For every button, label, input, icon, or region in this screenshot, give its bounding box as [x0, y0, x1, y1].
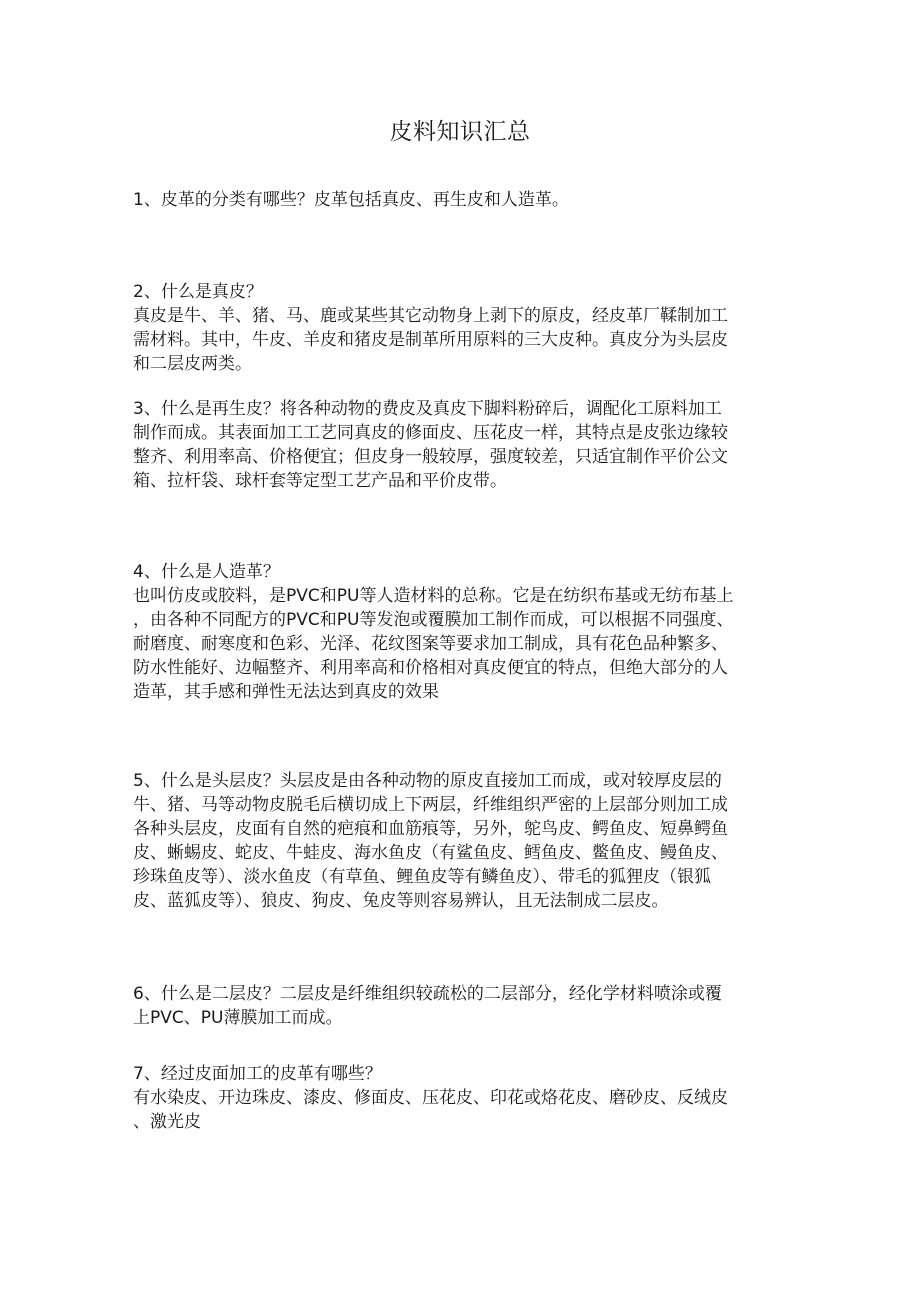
section-1	[133, 188, 793, 212]
section-question: 6、什么是二层皮？二层皮是纤维组织较疏松的二层部分，经化学材料喷涂或覆	[133, 984, 722, 1004]
paragraph-line: 珍珠鱼皮等）、淡水鱼皮（有草鱼、鲤鱼皮等有鳞鱼皮）、带毛的狐狸皮（银狐	[133, 867, 711, 887]
section-question: 2、什么是真皮？	[133, 282, 263, 302]
section-question: 1、皮革的分类有哪些？皮革包括真皮、再生皮和人造革。	[133, 190, 569, 210]
paragraph-line: 耐磨度、耐寒度和色彩、光泽、花纹图案等要求加工制成，具有花色品种繁多、	[133, 634, 728, 654]
paragraph-line: 造革，其手感和弹性无法达到真皮的效果	[133, 682, 439, 702]
paragraph-line: 皮、蓝狐皮等）、狼皮、狗皮、兔皮等则容易辨认，且无法制成二层皮。	[133, 891, 669, 911]
paragraph-line: 制作而成。其表面加工工艺同真皮的修面皮、压花皮一样，其特点是皮张边缘较	[133, 423, 728, 443]
paragraph-line: ，由各种不同配方的PVC和PU等发泡或覆膜加工制作而成，可以根据不同强度、	[133, 610, 734, 630]
paragraph-line: 箱、拉杆袋、球杆套等定型工艺产品和平价皮带。	[133, 471, 507, 491]
paragraph-line: 上PVC、PU薄膜加工而成。	[133, 1008, 343, 1028]
paragraph-line: 皮、蜥蜴皮、蛇皮、牛蛙皮、海水鱼皮（有鲨鱼皮、鳕鱼皮、鳖鱼皮、鳗鱼皮、	[133, 843, 728, 863]
paragraph-line: 有水染皮、开边珠皮、漆皮、修面皮、压花皮、印花或烙花皮、磨砂皮、反绒皮	[133, 1088, 728, 1108]
paragraph-line: 整齐、利用率高、价格便宜；但皮身一般较厚，强度较差，只适宜制作平价公文	[133, 447, 728, 467]
section-6	[133, 982, 793, 1030]
paragraph-line: 需材料。其中，牛皮、羊皮和猪皮是制革所用原料的三大皮种。真皮分为头层皮	[133, 330, 728, 350]
section-7	[133, 1062, 793, 1134]
section-2	[133, 280, 793, 376]
paragraph-line: 也叫仿皮或胶料，是PVC和PU等人造材料的总称。它是在纺织布基或无纺布基上	[133, 586, 734, 606]
paragraph-line: 防水性能好、边幅整齐、利用率高和价格相对真皮便宜的特点，但绝大部分的人	[133, 658, 728, 678]
section-question: 3、什么是再生皮？将各种动物的费皮及真皮下脚料粉碎后，调配化工原料加工	[133, 399, 722, 419]
page-title: 皮料知识汇总	[389, 119, 531, 145]
paragraph-line: 、激光皮	[133, 1112, 201, 1132]
paragraph-line: 各种头层皮，皮面有自然的疤痕和血筋痕等，另外，鸵鸟皮、鳄鱼皮、短鼻鳄鱼	[133, 819, 728, 839]
section-question: 4、什么是人造革？	[133, 562, 280, 582]
paragraph-line: 牛、猪、马等动物皮脱毛后横切成上下两层，纤维组织严密的上层部分则加工成	[133, 795, 728, 815]
section-5	[133, 769, 793, 913]
paragraph-line: 和二层皮两类。	[133, 354, 252, 374]
section-question: 7、经过皮面加工的皮革有哪些？	[133, 1064, 382, 1084]
section-4	[133, 560, 793, 704]
section-question: 5、什么是头层皮？头层皮是由各种动物的原皮直接加工而成，或对较厚皮层的	[133, 771, 722, 791]
paragraph-line: 真皮是牛、羊、猪、马、鹿或某些其它动物身上剥下的原皮，经皮革厂鞣制加工	[133, 306, 728, 326]
section-3	[133, 397, 793, 493]
